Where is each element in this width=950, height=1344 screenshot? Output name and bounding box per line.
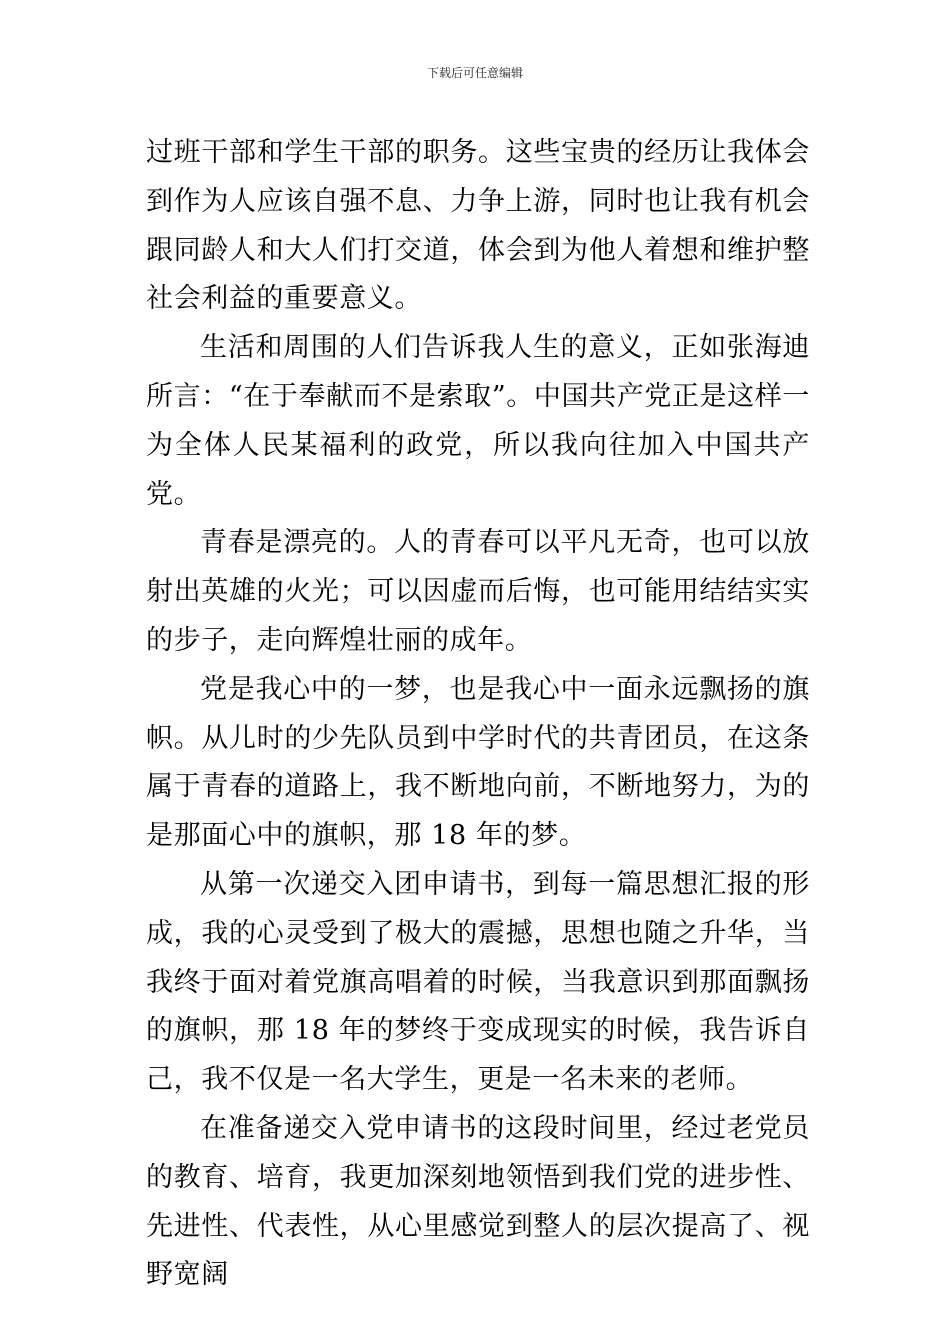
paragraph: 青春是漂亮的。人的青春可以平凡无奇，也可以放射出英雄的火光；可以因虚而后悔，也可能用结结实实的步子，走向辉煌壮丽的成年。 [146, 527, 810, 656]
paragraph-continued: 过班干部和学生干部的职务。这些宝贵的经历让我体会到作为人应该自强不息、力争上游，同时也让我有机会跟同龄人和大人们打交道，体会到为他人着想和维护整社会利益的重要意义。 [146, 137, 810, 315]
paragraph: 党是我心中的一梦，也是我心中一面永远飘扬的旗帜。从儿时的少先队员到中学时代的共青团员，在这条属于青春的道路上，我不断地向前，不断地努力，为的是那面心中的旗帜，那 18 年的梦。 [146, 673, 810, 852]
paragraph: 生活和周围的人们告诉我人生的意义，正如张海迪所言：“在于奉献而不是索取”。中国共产党正是这样一为全体人民某福利的政党，所以我向往加入中国共产党。 [146, 332, 810, 510]
document-body [146, 129, 810, 1300]
page-header: 下载后可任意编辑 [426, 66, 523, 80]
paragraph: 从第一次递交入团申请书，到每一篇思想汇报的形成，我的心灵受到了极大的震撼，思想也随之升华，当我终于面对着党旗高唱着的时候，当我意识到那面飘扬的旗帜，那 18 年的梦终于变成现实的时候，我告诉自己，我不仅是一名大学生，更是一名未来的老师。 [146, 868, 810, 1096]
paragraph: 在准备递交入党申请书的这段时间里，经过老党员的教育、培育，我更加深刻地领悟到我们党的进步性、先进性、代表性，从心里感觉到整人的层次提高了、视野宽阔 [146, 1112, 810, 1291]
